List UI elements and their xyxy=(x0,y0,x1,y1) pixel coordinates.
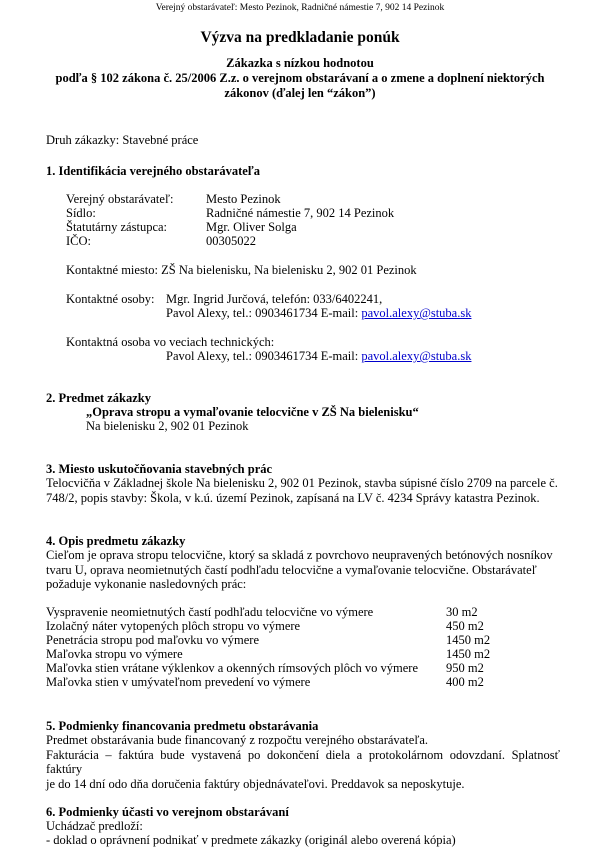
subtitle-line-1: Zákazka s nízkou hodnotou xyxy=(226,56,374,70)
page-header: Verejný obstarávateľ: Mesto Pezinok, Radničné námestie 7, 902 14 Pezinok xyxy=(155,3,445,13)
work-item: Vyspravenie neomietnutých častí podhľadu telocvične vo výmere xyxy=(46,605,374,619)
work-item: Maľovka stien v umývateľnom prevedení vo výmere xyxy=(46,675,311,689)
section-4-text xyxy=(46,548,560,592)
section-5-heading: 5. Podmienky financovania predmetu obstarávania xyxy=(46,719,319,733)
section-3-heading: 3. Miesto uskutočňovania stavebných prác xyxy=(46,462,273,476)
contact-persons-label: Kontaktné osoby: xyxy=(66,292,155,306)
work-item: Maľovka stropu vo výmere xyxy=(46,647,183,661)
technical-contact-text: Pavol Alexy, tel.: 0903461734 E-mail: xyxy=(166,349,359,363)
technical-email-link[interactable]: pavol.alexy@stuba.sk xyxy=(361,349,472,363)
contract-type: Druh zákazky: Stavebné práce xyxy=(46,133,199,147)
section-3-text xyxy=(46,476,560,505)
id-label: Verejný obstarávateľ: xyxy=(66,192,174,206)
work-item: Maľovka stien vrátane výklenkov a okenných rímsových plôch vo výmere xyxy=(46,661,418,675)
email-link[interactable]: pavol.alexy@stuba.sk xyxy=(361,306,472,320)
work-qty: 1450 m2 xyxy=(446,647,491,661)
technical-contact-label: Kontaktná osoba vo veciach technických: xyxy=(66,335,275,349)
section-6-line-1: Uchádzač predloží: xyxy=(46,819,143,833)
section-2-heading: 2. Predmet zákazky xyxy=(46,391,151,405)
section-3-line-1: Telocvičňa v Základnej škole Na bielenisku 2, 902 01 Pezinok, stavba súpisné číslo 2709 na parcele č. xyxy=(46,476,558,490)
subject-address: Na bielenisku 2, 902 01 Pezinok xyxy=(86,419,249,433)
work-qty: 950 m2 xyxy=(446,661,484,675)
id-value: Mgr. Oliver Solga xyxy=(206,220,297,234)
id-value: Radničné námestie 7, 902 14 Pezinok xyxy=(206,206,395,220)
section-6-heading: 6. Podmienky účasti vo verejnom obstarávaní xyxy=(46,805,289,819)
id-value: Mesto Pezinok xyxy=(206,192,281,206)
work-item: Izolačný náter vytopených plôch stropu vo výmere xyxy=(46,619,301,633)
section-6-line-2: - doklad o oprávnení podnikať v predmete zákazky (originál alebo overená kópia) xyxy=(46,833,456,847)
contact-place: Kontaktné miesto: ZŠ Na bielenisku, Na bielenisku 2, 902 01 Pezinok xyxy=(66,263,417,277)
section-4-line-1: Cieľom je oprava stropu telocvične, ktorý sa skladá z povrchovo neupravených betónových nosníkov xyxy=(46,548,553,562)
contact-persons-line-1: Mgr. Ingrid Jurčová, telefón: 033/6402241, xyxy=(166,292,383,306)
section-4-line-3: požaduje vykonanie nasledovných prác: xyxy=(46,577,247,591)
contact-persons-text: Pavol Alexy, tel.: 0903461734 E-mail: xyxy=(166,306,359,320)
section-4-heading: 4. Opis predmetu zákazky xyxy=(46,534,186,548)
subtitle-line-3: zákonov (ďalej len “zákon”) xyxy=(224,86,376,100)
work-qty: 30 m2 xyxy=(446,605,478,619)
section-3-line-2: 748/2, popis stavby: Škola, v k.ú. území Pezinok, zapísaná na LV č. 4234 Správy katastra Pezinok. xyxy=(46,490,540,505)
section-5-line-2: Fakturácia – faktúra bude vystavená po dokončení diela a protokolárnom odovzdaní. Splatnosť faktúry xyxy=(46,747,560,776)
id-label: Sídlo: xyxy=(66,206,96,220)
work-qty: 400 m2 xyxy=(446,675,484,689)
id-label: IČO: xyxy=(66,234,91,248)
document-title: Výzva na predkladanie ponúk xyxy=(200,29,400,46)
technical-contact-line xyxy=(166,349,471,364)
id-label: Štatutárny zástupca: xyxy=(66,220,168,234)
section-5-line-1: Predmet obstarávania bude financovaný z rozpočtu verejného obstarávateľa. xyxy=(46,733,429,747)
id-value: 00305022 xyxy=(206,234,256,248)
section-5-line-3: je do 14 dní odo dňa doručenia faktúry objednávateľovi. Preddavok sa neposkytuje. xyxy=(46,776,465,791)
section-5-text xyxy=(46,733,560,791)
subject-name: „Oprava stropu a vymaľovanie telocvične v ZŠ Na bielenisku“ xyxy=(86,405,419,419)
section-1-heading: 1. Identifikácia verejného obstarávateľa xyxy=(46,164,260,178)
work-item: Penetrácia stropu pod maľovku vo výmere xyxy=(46,633,260,647)
work-qty: 450 m2 xyxy=(446,619,484,633)
subtitle-line-2: podľa § 102 zákona č. 25/2006 Z.z. o verejnom obstarávaní a o zmene a doplnení niektorých xyxy=(55,71,545,85)
contact-persons-line-2 xyxy=(166,306,471,321)
work-qty: 1450 m2 xyxy=(446,633,491,647)
section-4-line-2: tvaru U, oprava neomietnutých častí podhľadu telocvične a vymaľovanie telocvične. Obstarávateľ xyxy=(46,562,537,577)
